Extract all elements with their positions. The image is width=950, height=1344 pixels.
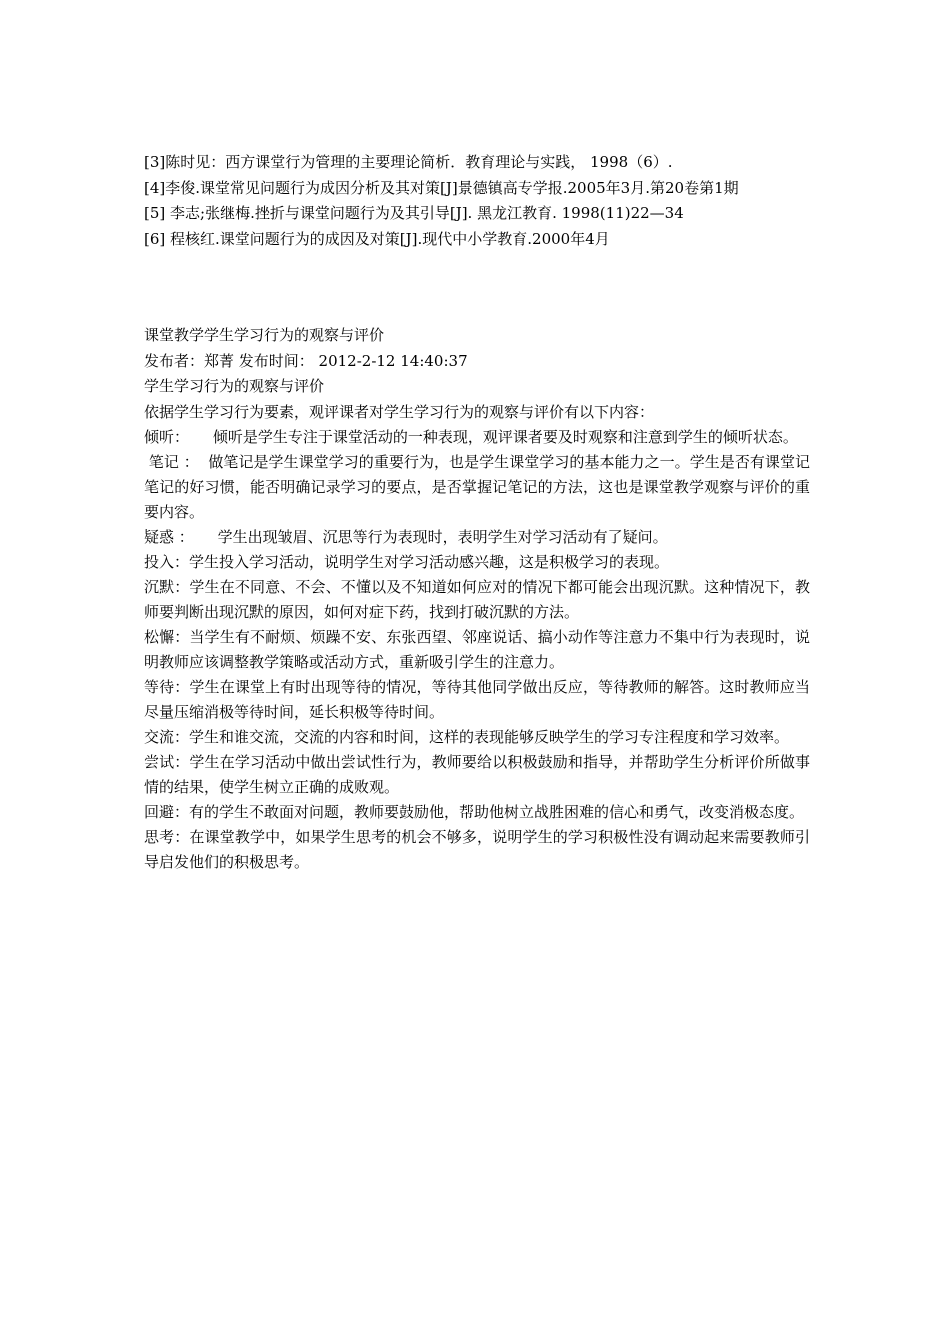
behavior-text: 学生出现皱眉、沉思等行为表现时，表明学生对学习活动有了疑问。 (217, 527, 668, 546)
behavior-text: 倾听是学生专注于课堂活动的一种表现，观评课者要及时观察和注意到学生的倾听状态。 (212, 427, 798, 446)
behavior-term: 交流： (144, 727, 190, 746)
reference-item: [4]李俊.课堂常见问题行为成因分析及其对策[J]景德镇高专学报.2005年3月.第20卷第1期 (144, 178, 739, 197)
behavior-term: 思考： (144, 827, 190, 846)
behavior-item (144, 750, 810, 800)
behavior-item (144, 675, 810, 725)
behavior-item (144, 450, 810, 525)
behavior-term: 松懈： (144, 627, 190, 646)
behavior-term: 等待： (144, 677, 190, 696)
behavior-text: 学生在课堂上有时出现等待的情况，等待其他同学做出反应，等待教师的解答。这时教师应当尽量压缩消极等待时间，延长积极等待时间。 (144, 677, 810, 721)
behavior-term: 投入： (144, 552, 190, 571)
behavior-term: 尝试： (144, 752, 190, 771)
reference-item: [5] 李志;张继梅.挫折与课堂问题行为及其引导[J]. 黑龙江教育. 1998(11)22—34 (144, 204, 684, 222)
behavior-term: 回避： (144, 802, 190, 821)
behavior-text: 学生和谁交流，交流的内容和时间，这样的表现能够反映学生的学习专注程度和学习效率。 (189, 727, 790, 746)
reference-item: [6] 程核红.课堂问题行为的成因及对策[J].现代中小学教育.2000年4月 (144, 229, 610, 248)
reference-item: [3]陈时见：西方课堂行为管理的主要理论简析．教育理论与实践， 1998（6）. (144, 153, 673, 171)
behavior-text: 学生投入学习活动，说明学生对学习活动感兴趣，这是积极学习的表现。 (189, 552, 670, 571)
article-header (144, 323, 810, 400)
behavior-text: 有的学生不敢面对问题，教师要鼓励他，帮助他树立战胜困难的信心和勇气，改变消极态度。 (189, 802, 805, 821)
reference-list (144, 150, 810, 252)
behavior-term: 倾听： (144, 427, 213, 446)
behavior-text: 做笔记是学生课堂学习的重要行为，也是学生课堂学习的基本能力之一。学生是否有课堂记笔记的好习惯，能否明确记录学习的要点，是否掌握记笔记的方法，这也是课堂教学观察与评价的重要内容。 (144, 452, 810, 521)
behavior-text: 学生在不同意、不会、不懂以及不知道如何应对的情况下都可能会出现沉默。这种情况下，教师要判断出现沉默的原因，如何对症下药，找到打破沉默的方法。 (144, 577, 810, 621)
behavior-item (144, 425, 810, 450)
behavior-item (144, 625, 810, 675)
article-title: 课堂教学学生学习行为的观察与评价 (144, 326, 385, 344)
behavior-text: 学生在学习活动中做出尝试性行为，教师要给以积极鼓励和指导，并帮助学生分析评价所做事情的结果，使学生树立正确的成败观。 (144, 752, 810, 796)
behavior-item (144, 550, 810, 575)
article-meta: 发布者：郑菁 发布时间： 2012-2-12 14:40:37 (144, 351, 468, 370)
behavior-item (144, 725, 810, 750)
behavior-text: 当学生有不耐烦、烦躁不安、东张西望、邻座说话、搞小动作等注意力不集中行为表现时，说明教师应该调整教学策略或活动方式，重新吸引学生的注意力。 (144, 627, 810, 671)
article-subtitle: 学生学习行为的观察与评价 (144, 377, 325, 395)
behavior-item (144, 825, 810, 875)
article-intro: 依据学生学习行为要素，观评课者对学生学习行为的观察与评价有以下内容： (144, 402, 655, 421)
behavior-item (144, 525, 810, 550)
behavior-item (144, 575, 810, 625)
behavior-term: 沉默： (144, 577, 190, 596)
document-page (144, 150, 810, 875)
behavior-text: 在课堂教学中，如果学生思考的机会不够多，说明学生的学习积极性没有调动起来需要教师引导启发他们的积极思考。 (144, 827, 810, 871)
behavior-item (144, 800, 810, 825)
behavior-term: 笔记 ： (144, 452, 209, 471)
behavior-term: 疑惑 ： (144, 527, 218, 546)
